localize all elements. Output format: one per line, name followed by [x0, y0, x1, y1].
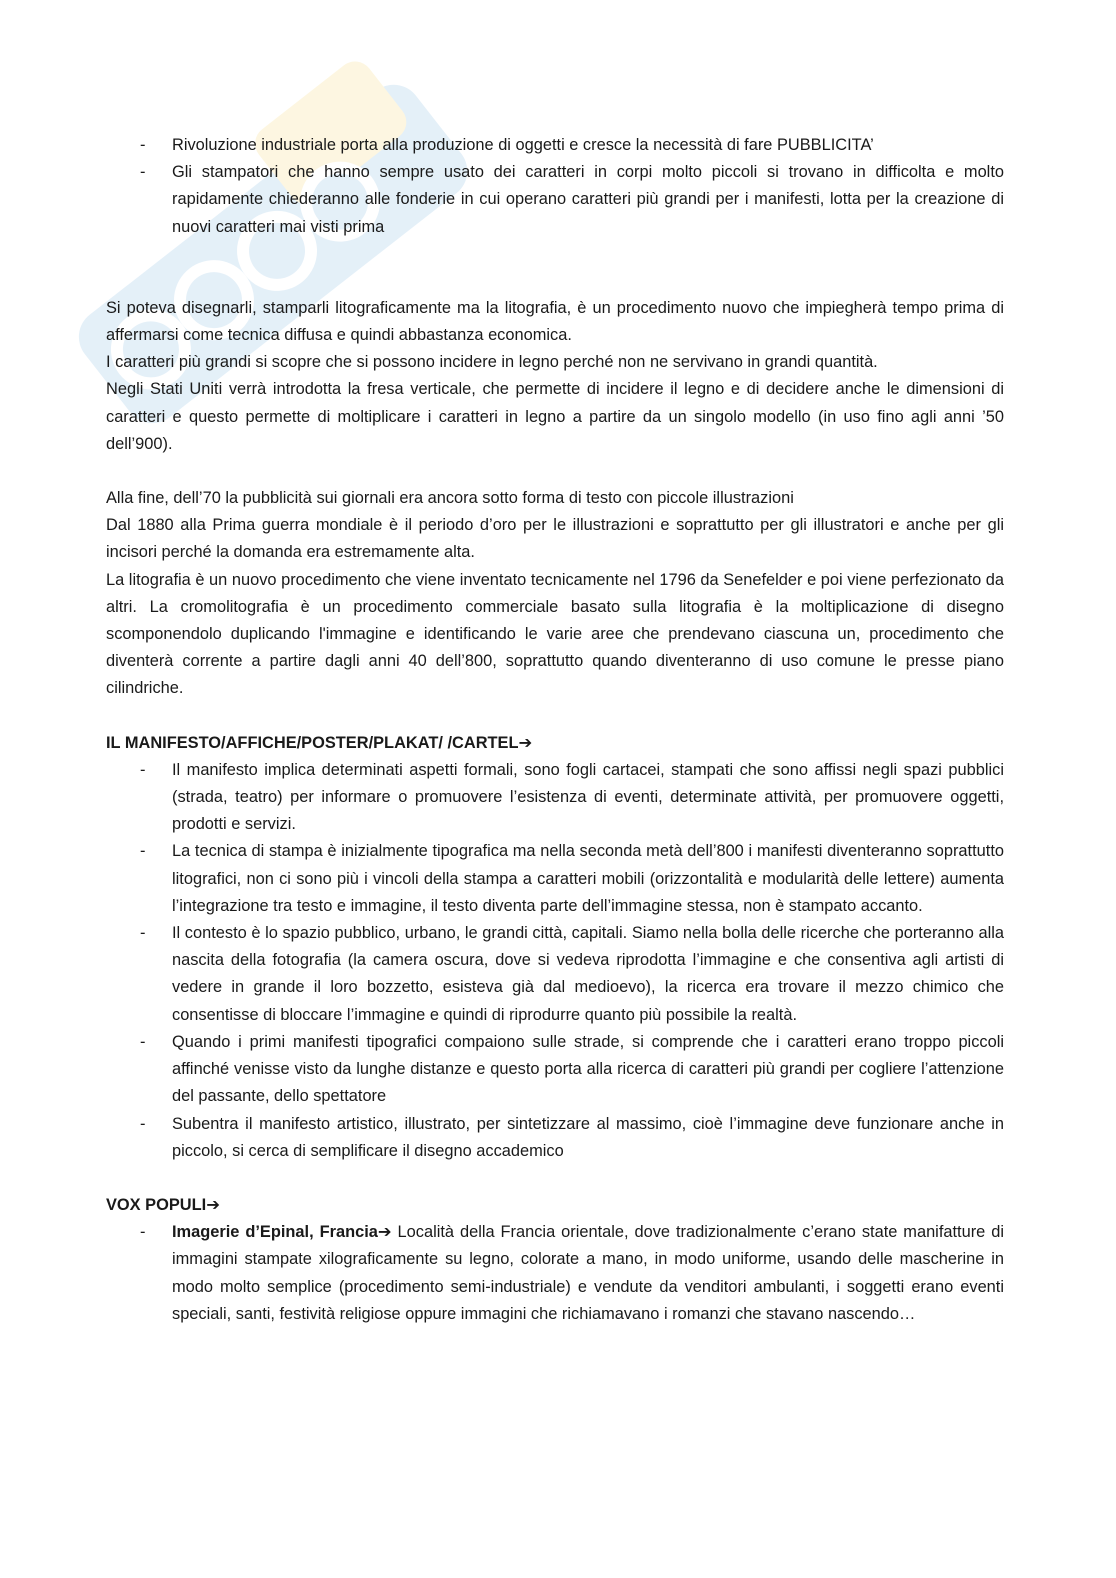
heading-text: VOX POPULI [106, 1195, 207, 1214]
list-item-text: Il contesto è lo spazio pubblico, urbano, le grandi città, capitali. Siamo nella bolla delle ricerche che porteranno alla nascita della fotografia (la camera oscura, dove si vedeva riprodotta l’immagine e che consentiva agli artisti di vedere in grande il loro bozzetto, esisteva già dal medioevo), la ricerca era trovare il mezzo chimico che consentisse di bloccare l’immagine e quindi di riprodurre quanto più possibile la realtà. [172, 924, 1004, 1024]
paragraph: La litografia è un nuovo procedimento che viene inventato tecnicamente nel 1796 da Senefelder e poi viene perfezionato da altri. La cromolitografia è un procedimento commerciale basato sulla litografia è la moltiplicazione di disegno scomponendolo duplicando l'immagine e identificando le varie aree che prendevano ciascuna un, procedimento che diventerà corrente a partire dagli anni 40 dell’800, soprattutto quando diventeranno di uso comune le presse piano cilindriche. [106, 570, 1004, 698]
list-item-text: Gli stampatori che hanno sempre usato dei caratteri in corpi molto piccoli si trovano in difficolta e molto rapidamente chiederanno alle fonderie in cui operano caratteri più grandi per i manifesti, lotta per la creazione di nuovi caratteri mai visti prima [172, 163, 1004, 236]
paragraph: Si poteva disegnarli, stamparli litograficamente ma la litografia, è un procedimento nuovo che impiegherà tempo prima di affermarsi come tecnica diffusa e quindi abbastanza economica. [106, 298, 1004, 345]
list-item [106, 1111, 1004, 1165]
bullet-dash: - [140, 760, 146, 779]
list-item-text: Località della Francia orientale, dove tradizionalmente c’erano state manifatture di immagini stampate xilograficamente su legno, colorate a mano, in modo uniforme, usando delle mascherine in modo molto semplice (procedimento semi-industriale) e vendute da venditori ambulanti, i soggetti erano eventi speciali, santi, festività religiose oppure immagini che richiamavano i romanzi che stavano nascendo… [172, 1223, 1004, 1323]
list-item-text: Il manifesto implica determinati aspetti formali, sono fogli cartacei, stampati che sono affissi negli spazi pubblici (strada, teatro) per informare o promuovere l’esistenza di eventi, determinate attività, per promuovere oggetti, prodotti e servizi. [172, 760, 1004, 834]
list-item-text: Subentra il manifesto artistico, illustrato, per sintetizzare al massimo, cioè l’immagine deve funzionare anche in piccolo, si cerca di semplificare il disegno accademico [172, 1114, 1004, 1160]
list-item-text: Rivoluzione industriale porta alla produzione di oggetti e cresce la necessità di fare PUBBLICITA’ [172, 136, 874, 154]
list-item [106, 1219, 1004, 1328]
paragraph: Alla fine, dell’70 la pubblicità sui giornali era ancora sotto forma di testo con piccole illustrazioni [106, 489, 794, 508]
bullet-dash: - [140, 136, 146, 154]
vox-populi-bullet-list [106, 1219, 1004, 1328]
list-item [106, 757, 1004, 839]
arrow-right-icon: ➔ [206, 1195, 220, 1214]
list-item [106, 159, 1004, 241]
list-item-text: Quando i primi manifesti tipografici compaiono sulle strade, si comprende che i caratteri erano troppo piccoli affinché venisse visto da lunghe distanze e questo porta alla ricerca di caratteri più grandi per cogliere l’attenzione del passante, dello spettatore [172, 1032, 1004, 1106]
list-item [106, 1029, 1004, 1111]
arrow-right-icon: ➔ [377, 1223, 392, 1242]
list-item-bold-lead: Imagerie d’Epinal, Francia [172, 1223, 378, 1242]
arrow-right-icon: ➔ [518, 733, 533, 752]
section-heading-vox-populi [106, 1192, 1004, 1219]
bullet-dash: - [140, 842, 146, 861]
paragraph: I caratteri più grandi si scopre che si possono incidere in legno perché non ne servivano in grandi quantità. [106, 353, 878, 372]
list-item [106, 920, 1004, 1029]
list-item [106, 838, 1004, 920]
paragraph: Negli Stati Uniti verrà introdotta la fresa verticale, che permette di incidere il legno e di decidere anche le dimensioni di caratteri e questo permette di moltiplicare i caratteri in legno a partire da un singolo modello (in uso fino agli anni ’50 dell’900). [106, 380, 1004, 453]
document-page [106, 132, 1004, 1328]
heading-text: IL MANIFESTO/AFFICHE/POSTER/PLAKAT/ /CARTEL [106, 733, 519, 752]
bullet-dash: - [140, 1223, 146, 1242]
section-heading-manifesto [106, 730, 1004, 757]
manifesto-bullet-list [106, 757, 1004, 1165]
bullet-dash: - [140, 924, 146, 943]
bullet-dash: - [140, 163, 146, 182]
list-item [106, 132, 1004, 159]
bullet-dash: - [140, 1032, 146, 1051]
list-item-text: La tecnica di stampa è inizialmente tipografica ma nella seconda metà dell’800 i manifesti diventeranno soprattutto litografici, non ci sono più i vincoli della stampa a caratteri mobili (orizzontalità e modularità delle lettere) aumenta l’integrazione tra testo e immagine, il testo diventa parte dell’immagine stessa, non è stampato accanto. [172, 842, 1004, 915]
intro-bullet-list [106, 132, 1004, 241]
paragraph: Dal 1880 alla Prima guerra mondiale è il periodo d’oro per le illustrazioni e soprattutto per gli illustratori e anche per gli incisori perché la domanda era estremamente alta. [106, 516, 1004, 562]
bullet-dash: - [140, 1114, 146, 1133]
